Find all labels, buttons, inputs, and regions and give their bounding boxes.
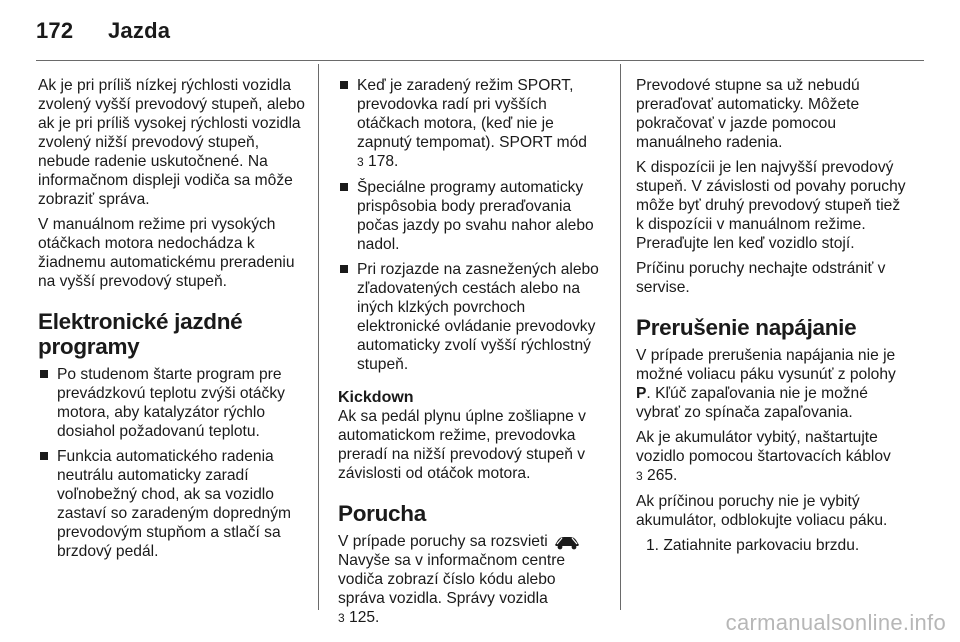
list-item-text: Funkcia automatického radenia neutrálu automaticky zaradí voľnobežný chod, ak sa vozidlo zastaví so zaradeným dopredným prevodovým stupňom a stlačí sa brzdový pedál. [57,448,292,560]
paragraph: Prevodové stupne sa už nebudú preraďovať automaticky. Môžete pokračovať v jazde pomocou manuálneho radenia. [636,77,860,151]
column-divider [318,64,319,610]
gear-position-label: P [636,385,647,402]
paragraph: Ak príčinou poruchy nie je vybitý akumulátor, odblokujte voliacu páku. [636,493,888,529]
section-title: Jazda [108,18,171,43]
paragraph [636,346,906,422]
bullet-icon [40,370,48,378]
list-item-text: Pri rozjazde na zasnežených alebo zľadovatených cestách alebo na iných klzkých povrchoch elektronické ovládanie prevodovky automaticky zvolí vyšší rýchlostný stupeň. [357,261,599,373]
list-item-text: Špeciálne programy automaticky prispôsobia body preraďovania počas jazdy po svahu nahor alebo nadol. [357,179,594,253]
heading-power-interruption: Prerušenie napájanie [636,315,857,340]
bullet-icon [340,183,348,191]
column-middle [338,76,606,634]
paragraph: Príčinu poruchy nechajte odstrániť v servise. [636,260,886,296]
cross-reference-page[interactable]: 265. [647,467,678,484]
paragraph-text: V prípade prerušenia napájania nie je možné voliacu páku vysunúť z polohy [636,347,896,383]
column-left [38,76,306,567]
paragraph [338,532,606,628]
heading-electronic-programs: Elektronické jazdné programy [38,309,243,359]
bullet-list [338,76,606,374]
cross-reference-page[interactable]: 125. [349,609,380,626]
list-item [338,178,606,254]
cross-reference-icon: 3 [636,469,643,483]
list-item [338,260,606,374]
watermark: carmanualsonline.info [725,610,946,635]
bullet-icon [340,265,348,273]
bullet-icon [40,452,48,460]
bullet-list [38,365,306,561]
cross-reference-icon: 3 [338,611,345,625]
list-item-text: Po studenom štarte program pre prevádzkovú teplotu zvýši otáčky motora, aby katalyzátor rýchlo dosiahol požadovanú teplotu. [57,366,285,440]
list-item [338,76,606,172]
page-number: 172 [36,18,74,43]
paragraph-text: Navyše sa v informačnom centre vodiča zobrazí číslo kódu alebo správa vozidla. Správy vozidla [338,552,566,607]
heading-fault: Porucha [338,501,426,526]
cross-reference-page[interactable]: 178. [368,153,399,170]
paragraph-text: V prípade poruchy sa rozsvieti [338,533,548,550]
header-rule [36,60,924,61]
list-item: 1. Zatiahnite parkovaciu brzdu. [646,537,860,554]
paragraph: V manuálnom režime pri vysokých otáčkach motora nedochádza k žiadnemu automatickému preradeniu na vyšší prevodový stupeň. [38,216,295,290]
page-header [36,18,170,44]
paragraph: K dispozícii je len najvyšší prevodový stupeň. V závislosti od povahy poruchy môže byť druhý prevodový stupeň tiež k dispozícii v manuálnom režime. Preraďujte len keď vozidlo stojí. [636,159,906,252]
cross-reference-icon: 3 [357,155,364,169]
paragraph: Ak sa pedál plynu úplne zošliapne v automatickom režime, prevodovka preradí na nižší prevodový stupeň v závislosti od otáčok motora. [338,408,586,482]
column-right [636,76,906,555]
list-item [38,365,306,441]
paragraph [636,428,906,486]
bullet-icon [340,81,348,89]
car-warning-icon [554,536,580,550]
paragraph-text: . Kľúč zapaľovania nie je možné vybrať zo spínača zapaľovania. [636,385,868,421]
paragraph-text: Ak je akumulátor vybitý, naštartujte vozidlo pomocou štartovacích káblov [636,429,891,465]
paragraph: Ak je pri príliš nízkej rýchlosti vozidla zvolený vyšší prevodový stupeň, alebo ak je pri príliš vysokej rýchlosti vozidla zvolený nižší prevodový stupeň, nebude radenie uskutočnené. Na informačnom displeji vodiča sa môže zobraziť správa. [38,77,305,208]
list-item [38,447,306,561]
list-item-text: Keď je zaradený režim SPORT, prevodovka radí pri vyšších otáčkach motora, (keď nie je zapnutý tempomat). SPORT mód [357,77,587,151]
column-divider [620,64,621,610]
heading-kickdown: Kickdown [338,389,414,406]
numbered-list [636,536,906,555]
